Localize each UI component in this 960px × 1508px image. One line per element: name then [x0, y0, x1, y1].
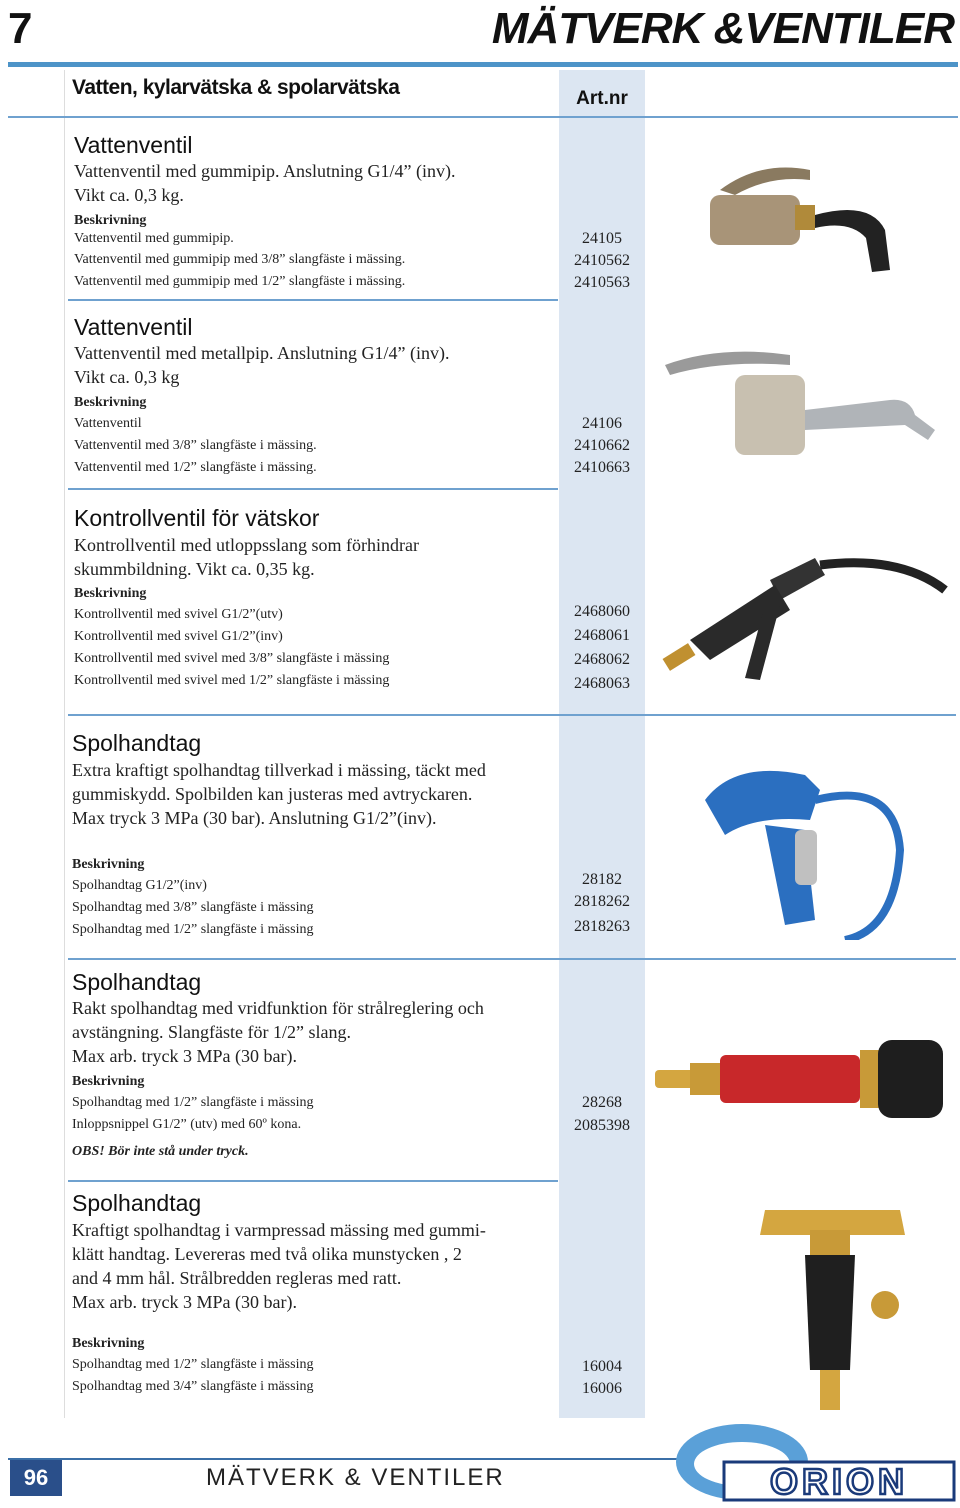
variant-item: Spolhandtag med 3/8” slangfäste i mässing: [72, 900, 314, 915]
variant-item: Spolhandtag med 3/4” slangfäste i mässing: [72, 1379, 314, 1394]
variant-item: Kontrollventil med svivel med 3/8” slangfäste i mässing: [74, 651, 390, 666]
variant-item: Spolhandtag med 1/2” slangfäste i mässing: [72, 1095, 314, 1110]
art-number: 2410662: [574, 437, 630, 454]
variant-item: Vattenventil med gummipip.: [74, 231, 234, 246]
variant-item: Vattenventil: [74, 416, 142, 431]
page-number: 96: [10, 1460, 62, 1496]
beskrivning-label: Beskrivning: [72, 1074, 145, 1089]
art-number: 16006: [582, 1380, 622, 1397]
art-number: 2818263: [574, 918, 630, 935]
product-description-line: Rakt spolhandtag med vridfunktion för strålreglering och: [72, 998, 484, 1018]
footer-title: MÄTVERK & VENTILER: [206, 1464, 505, 1491]
variant-item: Vattenventil med gummipip med 1/2” slangfäste i mässing.: [74, 274, 406, 289]
product-title: Spolhandtag: [72, 969, 202, 995]
product-description-line: avstängning. Slangfäste för 1/2” slang.: [72, 1022, 351, 1042]
beskrivning-label: Beskrivning: [74, 213, 147, 228]
water-valve-rubber-nozzle-image: [700, 150, 900, 280]
product-description-line: Kontrollventil med utloppsslang som förhindrar: [74, 535, 419, 555]
footer-divider: [8, 1458, 688, 1460]
section-subtitle: Vatten, kylarvätska & spolarvätska: [72, 76, 400, 99]
variant-item: Spolhandtag med 1/2” slangfäste i mässing: [72, 922, 314, 937]
art-number: 24106: [582, 415, 622, 432]
art-number: 2468063: [574, 675, 630, 692]
beskrivning-label: Beskrivning: [74, 586, 147, 601]
beskrivning-label: Beskrivning: [74, 395, 147, 410]
product-description-line: Vattenventil med gummipip. Anslutning G1/4” (inv).: [74, 161, 456, 181]
product-description-line: gummiskydd. Spolbilden kan justeras med avtryckaren.: [72, 784, 473, 804]
variant-item: Vattenventil med gummipip med 3/8” slangfäste i mässing.: [74, 252, 406, 267]
art-number: 28268: [582, 1094, 622, 1111]
obs-note: OBS! Bör inte stå under tryck.: [72, 1144, 249, 1159]
product-title: Spolhandtag: [72, 1190, 202, 1216]
water-valve-metal-nozzle-image: [660, 340, 940, 470]
product-description-line: Vikt ca. 0,3 kg: [74, 367, 180, 387]
variant-item: Inloppsnippel G1/2” (utv) med 60º kona.: [72, 1117, 302, 1132]
product-description-line: Extra kraftigt spolhandtag tillverkad i mässing, täckt med: [72, 760, 486, 780]
section-divider: [68, 958, 956, 960]
product-description-line: Max arb. tryck 3 MPa (30 bar).: [72, 1292, 297, 1312]
art-number: 2468061: [574, 627, 630, 644]
brass-spray-handle-image: [750, 1190, 920, 1420]
art-number: 2085398: [574, 1117, 630, 1134]
product-title: Kontrollventil för vätskor: [74, 505, 320, 531]
section-divider: [68, 488, 558, 490]
beskrivning-label: Beskrivning: [72, 857, 145, 872]
straight-spray-handle-image: [650, 1030, 950, 1130]
product-title: Vattenventil: [74, 132, 193, 158]
product-description-line: Max tryck 3 MPa (30 bar). Anslutning G1/2”(inv).: [72, 808, 437, 828]
product-description-line: skummbildning. Vikt ca. 0,35 kg.: [74, 559, 315, 579]
beskrivning-label: Beskrivning: [72, 1336, 145, 1351]
art-number: 28182: [582, 871, 622, 888]
spray-gun-blue-image: [695, 740, 915, 940]
art-number: 2468060: [574, 603, 630, 620]
art-number: 2468062: [574, 651, 630, 668]
artnr-heading: Art.nr: [576, 88, 628, 109]
section-divider: [68, 714, 956, 716]
art-number: 2818262: [574, 893, 630, 910]
artnr-column: [559, 70, 645, 1418]
variant-item: Vattenventil med 3/8” slangfäste i mässing.: [74, 438, 317, 453]
header-divider: [8, 62, 958, 67]
product-description-line: Max arb. tryck 3 MPa (30 bar).: [72, 1046, 297, 1066]
control-valve-image: [650, 550, 950, 700]
section-divider: [8, 116, 958, 118]
product-description-line: Vattenventil med metallpip. Anslutning G1/4” (inv).: [74, 343, 450, 363]
art-number: 2410562: [574, 252, 630, 269]
page-title: MÄTVERK &VENTILER: [491, 4, 954, 53]
product-description-line: klätt handtag. Levereras med två olika munstycken , 2: [72, 1244, 462, 1264]
variant-item: Spolhandtag med 1/2” slangfäste i mässing: [72, 1357, 314, 1372]
art-number: 24105: [582, 230, 622, 247]
section-divider: [68, 299, 558, 301]
product-description-line: Kraftigt spolhandtag i varmpressad mässing med gummi-: [72, 1220, 486, 1240]
art-number: 16004: [582, 1358, 622, 1375]
chapter-number: 7: [8, 4, 32, 53]
variant-item: Kontrollventil med svivel med 1/2” slangfäste i mässing: [74, 673, 390, 688]
product-title: Vattenventil: [74, 314, 193, 340]
product-description-line: Vikt ca. 0,3 kg.: [74, 185, 184, 205]
section-divider: [68, 1180, 558, 1182]
logo-text: ORION: [769, 1461, 909, 1502]
art-number: 2410663: [574, 459, 630, 476]
orion-logo: [672, 1420, 956, 1504]
product-title: Spolhandtag: [72, 730, 202, 756]
variant-item: Kontrollventil med svivel G1/2”(inv): [74, 629, 283, 644]
variant-item: Spolhandtag G1/2”(inv): [72, 878, 207, 893]
product-description-line: and 4 mm hål. Strålbredden regleras med ratt.: [72, 1268, 402, 1288]
variant-item: Kontrollventil med svivel G1/2”(utv): [74, 607, 283, 622]
variant-item: Vattenventil med 1/2” slangfäste i mässing.: [74, 460, 317, 475]
art-number: 2410563: [574, 274, 630, 291]
